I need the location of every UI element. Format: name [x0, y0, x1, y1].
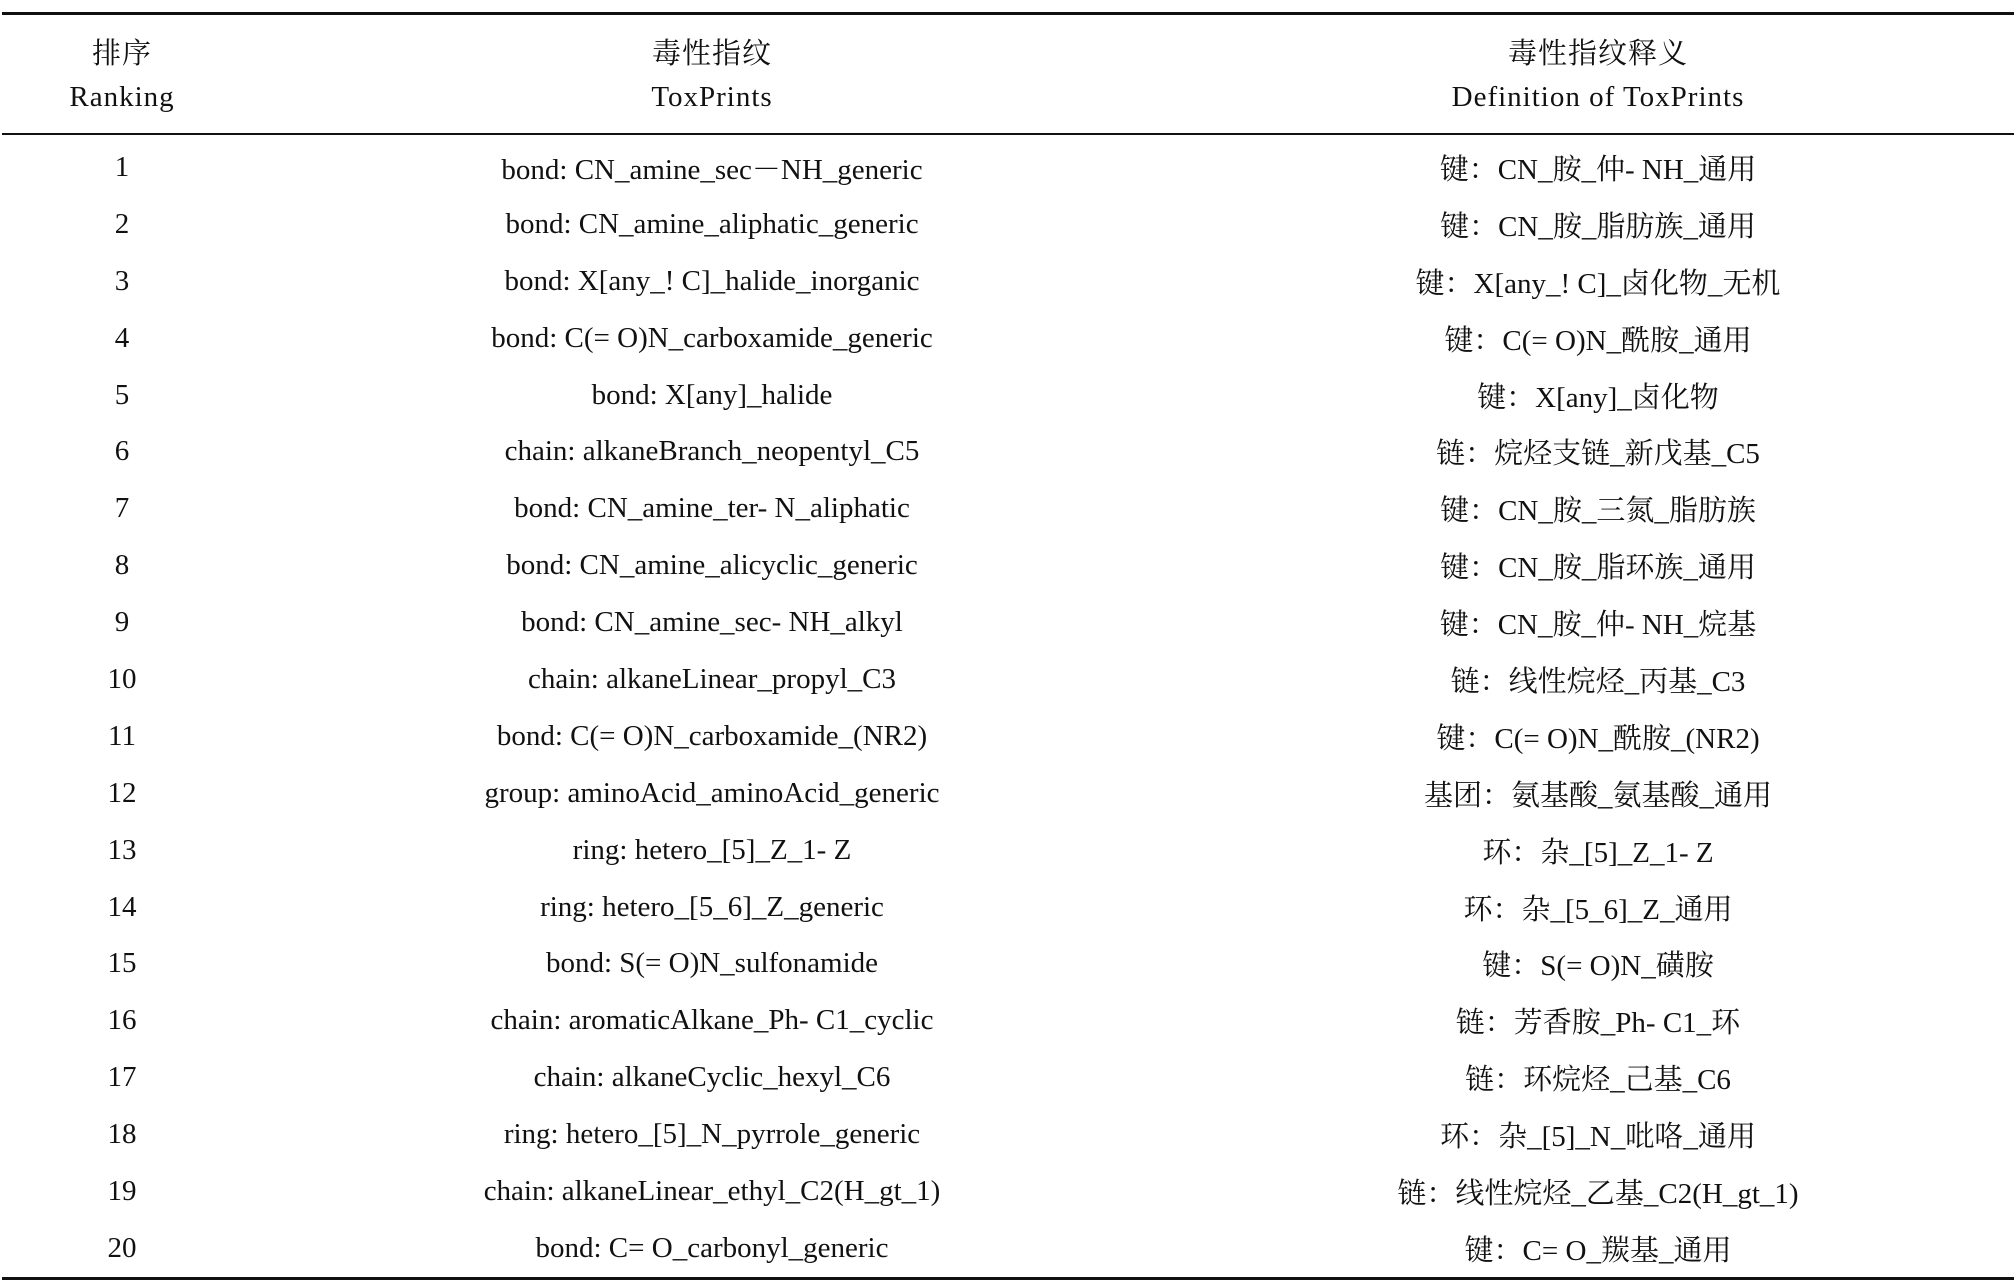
toxprint-cell: bond: CN_amine_aliphatic_generic	[505, 207, 919, 240]
header-ranking-en: Ranking	[2, 81, 242, 134]
table-row	[2, 1049, 2014, 1106]
table-row	[2, 480, 2014, 537]
toxprints-ranking-table	[2, 12, 2014, 1280]
toxprint-cell: bond: C= O_carbonyl_generic	[242, 1220, 1182, 1278]
definition-cell: 键：S(= O)N_磺胺	[1482, 950, 1714, 983]
toxprint-cell: bond: CN_amine_sec－NH_generic	[501, 153, 923, 186]
rank-cell: 6	[114, 435, 130, 468]
rank-cell: 3	[114, 264, 130, 297]
definition-cell: 环：杂_[5_6]_Z_通用	[1463, 893, 1733, 926]
header-definition-cn: 毒性指纹释义	[1182, 14, 2014, 82]
rank-cell: 10	[107, 662, 137, 695]
definition-cell: 键：CN_胺_仲- NH_通用	[1439, 153, 1757, 186]
rank-cell: 14	[107, 890, 137, 923]
rank-cell: 17	[107, 1061, 137, 1094]
table-row	[2, 1220, 2014, 1278]
table-row	[2, 196, 2014, 253]
toxprint-cell: chain: aromaticAlkane_Ph- C1_cyclic	[490, 1004, 934, 1037]
header-definition-en: Definition of ToxPrints	[1182, 81, 2014, 134]
table-row	[2, 708, 2014, 765]
toxprints-table-container	[2, 12, 2014, 1280]
rank-cell: 7	[114, 492, 130, 525]
toxprint-cell: bond: CN_amine_ter- N_aliphatic	[514, 492, 910, 525]
toxprint-cell: bond: CN_amine_alicyclic_generic	[506, 549, 918, 582]
toxprint-cell: bond: X[any]_halide	[591, 378, 833, 411]
table-row	[2, 310, 2014, 367]
rank-cell: 1	[114, 150, 130, 183]
rank-cell: 4	[114, 321, 130, 354]
table-row	[2, 423, 2014, 480]
header-row-chinese	[2, 14, 2014, 82]
table-row	[2, 594, 2014, 651]
header-row-english	[2, 81, 2014, 134]
toxprint-cell: chain: alkaneBranch_neopentyl_C5	[504, 435, 920, 468]
definition-cell: 键：CN_胺_仲- NH_烷基	[1439, 609, 1757, 642]
table-row	[2, 134, 2014, 196]
toxprint-cell: bond: X[any_! C]_halide_inorganic	[504, 264, 920, 297]
toxprint-cell: chain: alkaneCyclic_hexyl_C6	[533, 1061, 891, 1094]
definition-cell: 链：线性烷烃_乙基_C2(H_gt_1)	[1397, 1177, 1799, 1210]
table-row	[2, 1106, 2014, 1163]
toxprint-cell: ring: hetero_[5]_Z_1- Z	[572, 833, 852, 866]
definition-cell: 键：CN_胺_三氮_脂肪族	[1440, 495, 1756, 528]
toxprint-cell: group: aminoAcid_aminoAcid_generic	[484, 776, 940, 809]
toxprint-cell: bond: CN_amine_sec- NH_alkyl	[521, 606, 903, 639]
table-header	[2, 14, 2014, 135]
header-toxprints-en: ToxPrints	[242, 81, 1182, 134]
toxprint-cell: bond: S(= O)N_sulfonamide	[545, 947, 879, 980]
table-row	[2, 537, 2014, 594]
rank-cell: 2	[114, 207, 130, 240]
definition-cell: 键：CN_胺_脂环族_通用	[1440, 552, 1756, 585]
table-row	[2, 367, 2014, 424]
rank-cell: 18	[107, 1118, 137, 1151]
table-row	[2, 765, 2014, 822]
header-ranking-cn: 排序	[2, 14, 242, 82]
table-row	[2, 253, 2014, 310]
definition-cell: 键：C= O_羰基_通用	[1182, 1220, 2014, 1278]
toxprint-cell: bond: C(= O)N_carboxamide_generic	[491, 321, 933, 354]
rank-cell: 5	[114, 378, 130, 411]
definition-cell: 键：X[any_! C]_卤化物_无机	[1415, 267, 1781, 300]
definition-cell: 键：C(= O)N_酰胺_通用	[1444, 324, 1752, 357]
toxprint-cell: ring: hetero_[5_6]_Z_generic	[540, 890, 884, 923]
definition-cell: 键：CN_胺_脂肪族_通用	[1440, 210, 1756, 243]
table-row	[2, 935, 2014, 992]
table-row	[2, 992, 2014, 1049]
rank-cell: 8	[114, 549, 130, 582]
definition-cell: 环：杂_[5]_Z_1- Z	[1482, 836, 1714, 869]
definition-cell: 链：芳香胺_Ph- C1_环	[1455, 1007, 1741, 1040]
toxprint-cell: chain: alkaneLinear_propyl_C3	[527, 662, 896, 695]
rank-cell: 15	[107, 947, 137, 980]
definition-cell: 链：环烷烃_己基_C6	[1465, 1064, 1731, 1097]
rank-cell: 9	[114, 606, 130, 639]
rank-cell: 13	[107, 833, 137, 866]
table-row	[2, 1163, 2014, 1220]
rank-cell: 12	[107, 776, 137, 809]
toxprint-cell: bond: C(= O)N_carboxamide_(NR2)	[496, 719, 928, 752]
definition-cell: 链：烷烃支链_新戊基_C5	[1436, 438, 1760, 471]
definition-cell: 基团：氨基酸_氨基酸_通用	[1423, 779, 1772, 812]
rank-cell: 11	[108, 719, 136, 752]
toxprint-cell: ring: hetero_[5]_N_pyrrole_generic	[503, 1118, 921, 1151]
table-row	[2, 822, 2014, 879]
definition-cell: 环：杂_[5]_N_吡咯_通用	[1440, 1121, 1756, 1154]
definition-cell: 键：C(= O)N_酰胺_(NR2)	[1436, 722, 1760, 755]
rank-cell: 16	[107, 1004, 137, 1037]
definition-cell: 键：X[any]_卤化物	[1477, 381, 1719, 414]
table-row	[2, 879, 2014, 936]
table-row	[2, 651, 2014, 708]
table-body	[2, 134, 2014, 1278]
header-toxprints-cn: 毒性指纹	[242, 14, 1182, 82]
rank-cell: 19	[107, 1174, 137, 1207]
toxprint-cell: chain: alkaneLinear_ethyl_C2(H_gt_1)	[483, 1174, 941, 1207]
rank-cell: 20	[2, 1220, 242, 1278]
definition-cell: 链：线性烷烃_丙基_C3	[1450, 665, 1746, 698]
